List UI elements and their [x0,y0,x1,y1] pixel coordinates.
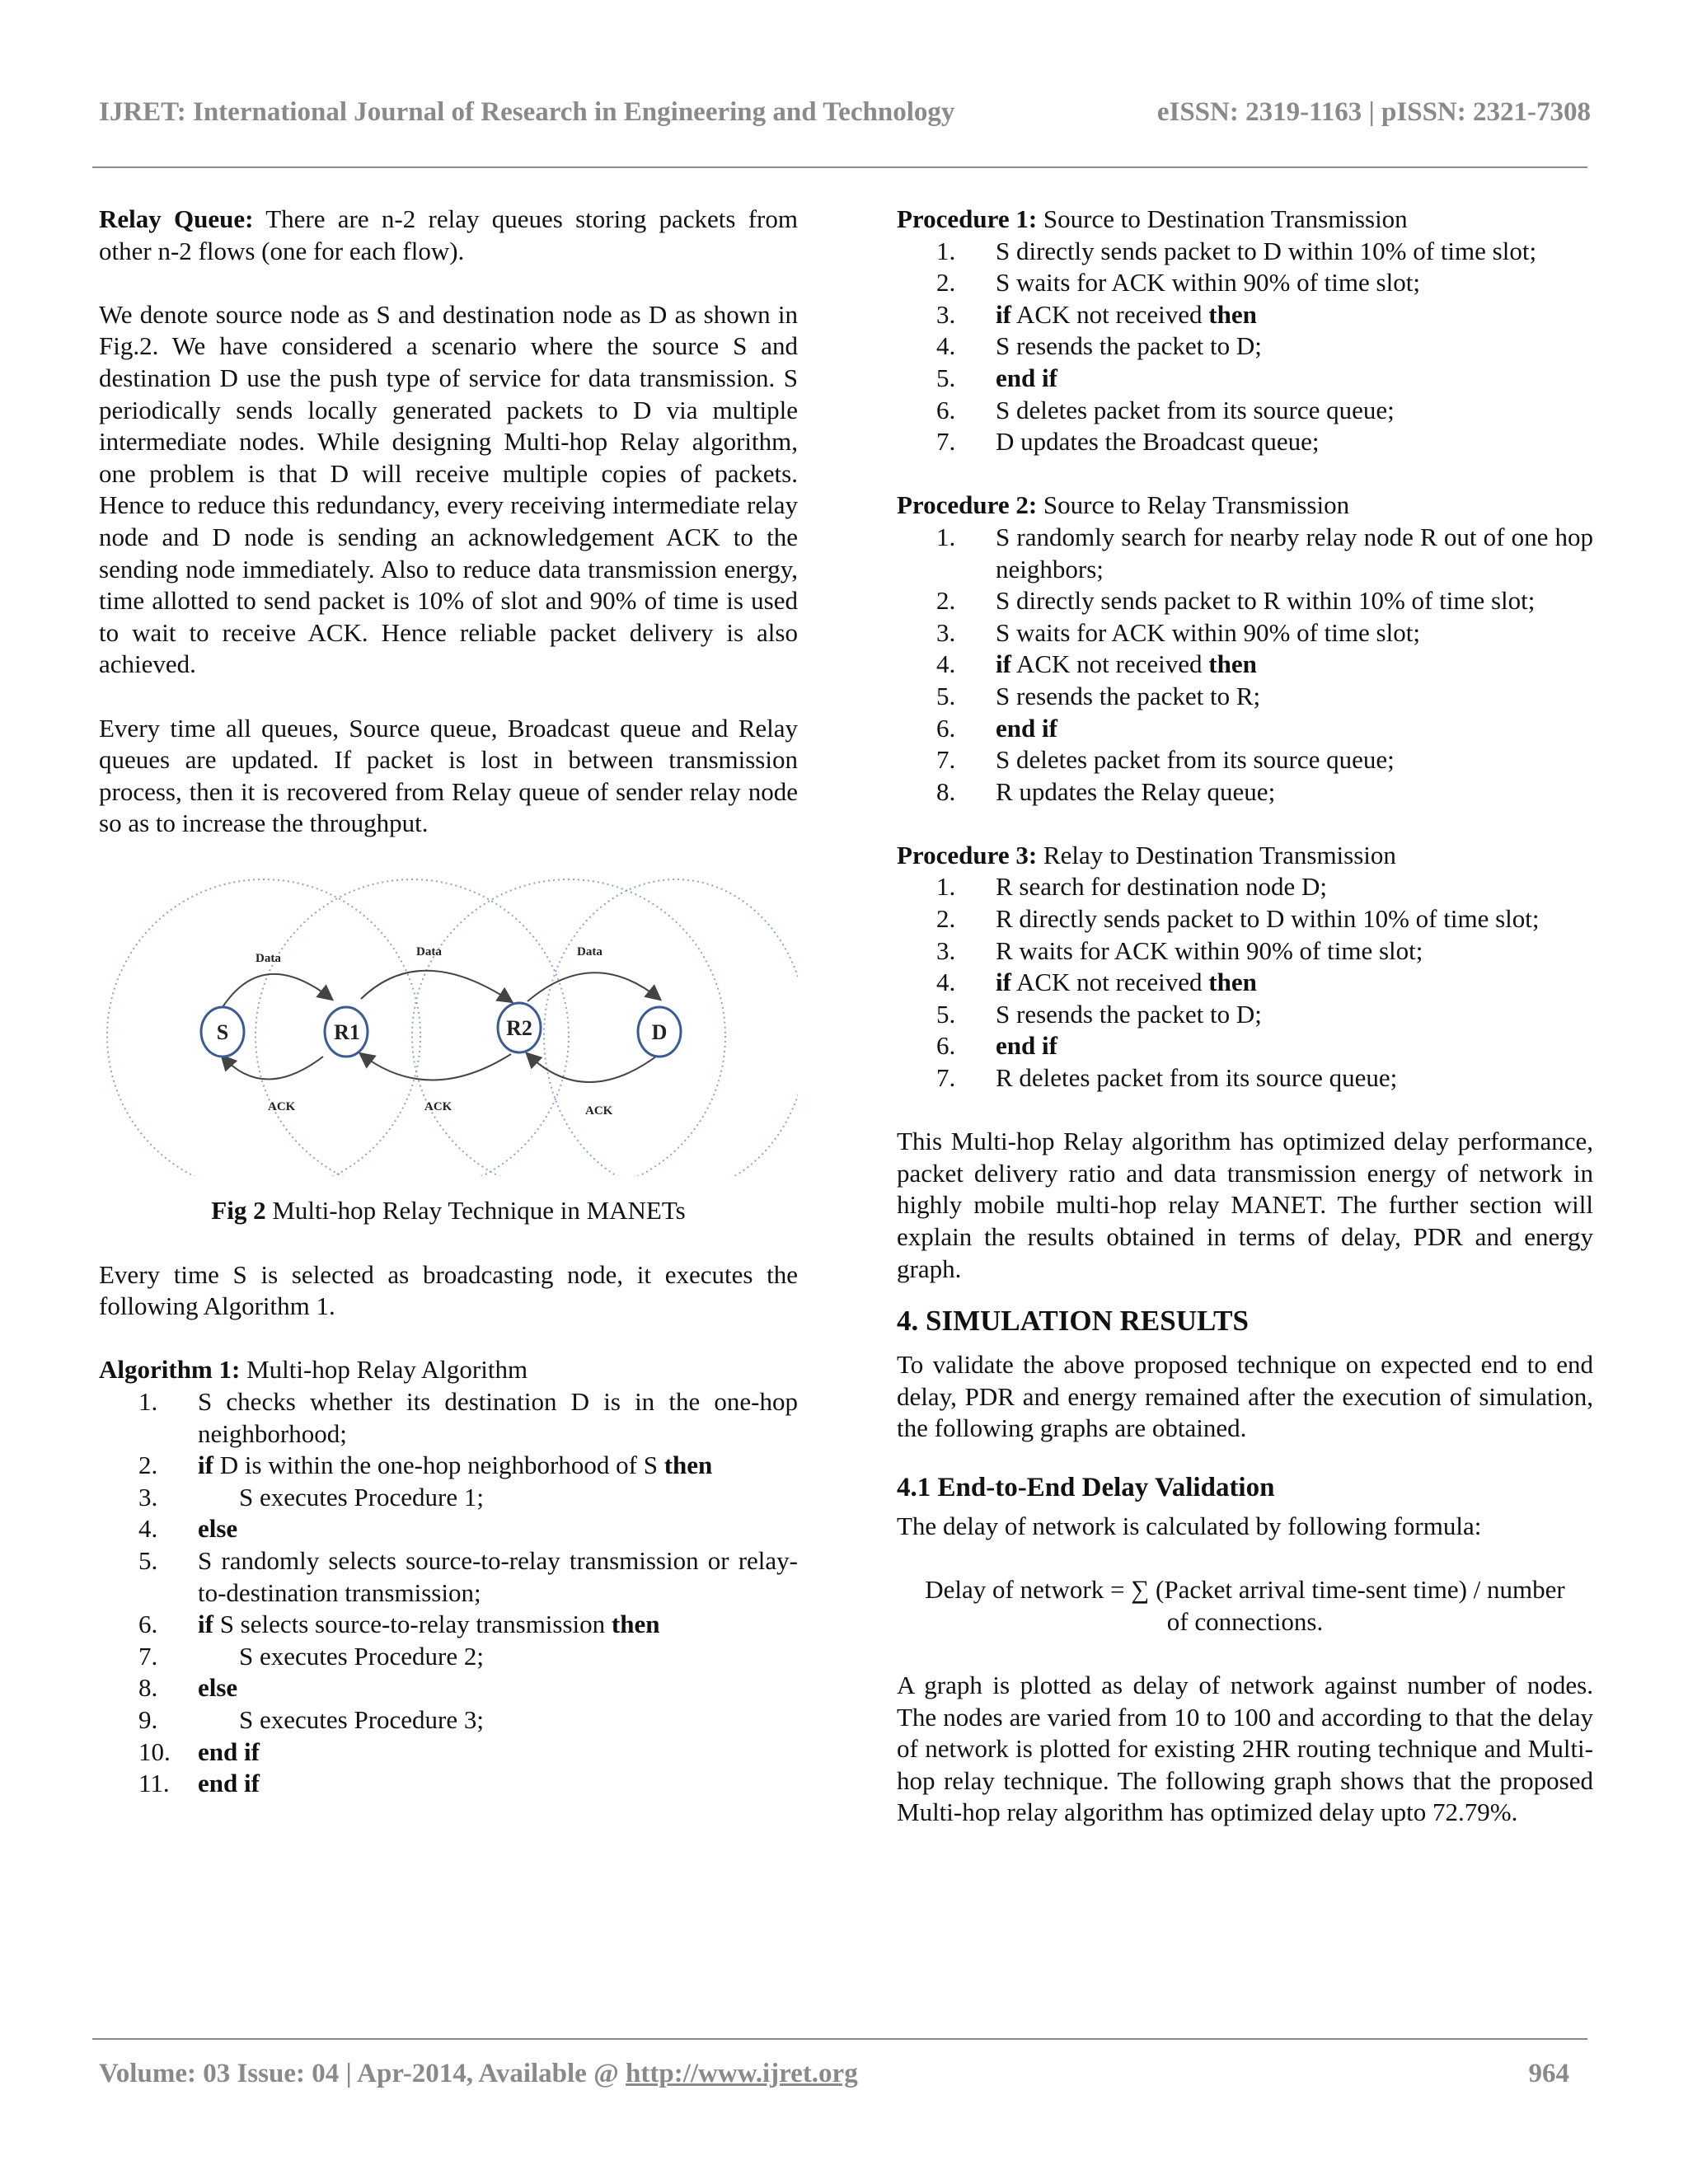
step-item [99,1482,798,1514]
node-label: S [216,1019,229,1044]
procedure-2-heading [897,490,1593,522]
node-label: D [651,1019,668,1044]
step-keyword: then [1208,299,1257,329]
step-number: 4. [138,1514,158,1544]
data-label: Data [577,944,603,958]
step-number: 1. [936,872,956,902]
subsection-title: 4.1 End-to-End Delay Validation [897,1472,1275,1502]
step-item [897,871,1593,903]
step-text: S randomly search for nearby relay node R out of one hop neighbors; [996,522,1593,583]
procedure-1-steps [897,236,1593,458]
step-number: 8. [138,1673,158,1703]
relay-queue-label: Relay Queue: [99,204,254,233]
data-label: Data [416,944,442,958]
paragraph-graph: A graph is plotted as delay of network against number of nodes. The nodes are varied from 10 to 100 and according to that the delay of network is plotted for existing 2HR routing technique and Multi-hop relay technique. The following graph shows that the proposed Multi-hop relay algorithm has optimized delay upto 72.79%. [897,1670,1593,1827]
step-keyword: end if [198,1769,260,1798]
footer-volume [99,2059,858,2089]
step-item [897,330,1593,363]
step-item [99,1386,798,1450]
step-keyword: if [198,1451,213,1480]
paragraph-validate: To validate the above proposed technique on expected end to end delay, PDR and energy remained after the execution of simulation, the following graphs are obtained. [897,1350,1593,1443]
step-number: 1. [138,1387,158,1417]
step-text: S deletes packet from its source queue; [996,395,1395,424]
step-item [99,1450,798,1482]
step-number: 2. [936,586,956,616]
step-number: 2. [936,268,956,298]
step-body [996,427,1320,456]
figure-caption [99,1195,798,1227]
step-body [996,777,1275,806]
step-number: 2. [936,904,956,934]
step-text: S waits for ACK within 90% of time slot; [996,617,1420,647]
data-arrow [528,972,659,1001]
step-number: 8. [936,776,956,806]
step-body [996,586,1535,615]
step-number: 6. [936,395,956,424]
ack-label: ACK [585,1104,613,1118]
step-text: R updates the Relay queue; [996,776,1276,806]
step-keyword: end if [198,1736,260,1766]
step-item [897,1030,1593,1062]
step-item [897,903,1593,935]
step-item [897,935,1593,968]
step-number: 7. [936,745,956,775]
ack-label: ACK [424,1099,452,1113]
formula-line-2: of connections. [1166,1606,1324,1636]
paragraph-denote: We denote source node as S and destination node as D as shown in Fig.2. We have considered a scenario where the source S and destination D use the push type of service for data transmission. S periodically sends locally generated packets to D via multiple intermediate nodes. While designing Multi-hop Relay algorithm, one problem is that D will receive multiple copies of packets. Hence to reduce this redundancy, every receiving intermediate relay node and D node is sending an acknowledgement ACK to the sending node immediately. Also to reduce data transmission energy, time allotted to send packet is 10% of slot and 90% of time is used to wait to receive ACK. Hence reliable packet delivery is also achieved. [99,299,798,679]
procedure-2-label: Procedure 2: [897,490,1038,520]
step-keyword: end if [996,363,1057,392]
step-number: 5. [936,363,956,392]
step-item [99,1672,798,1704]
step-body [198,1673,237,1702]
step-body [996,300,1257,329]
issn: eISSN: 2319-1163 | pISSN: 2321-7308 [1156,97,1591,127]
paragraph-formula-intro: The delay of network is calculated by following formula: [897,1511,1482,1540]
step-text: S resends the packet to R; [996,681,1261,710]
procedure-3-steps [897,871,1593,1094]
journal-title: IJRET: International Journal of Research in Engineering and Technology [99,97,955,127]
step-body [996,714,1057,743]
relay-queue-paragraph [99,204,798,267]
step-body [198,1769,260,1797]
step-keyword: if [198,1610,213,1639]
step-body [996,396,1395,424]
range-circle [107,879,420,1176]
procedure-3-label: Procedure 3: [897,840,1038,869]
step-keyword: if [996,299,1011,329]
data-label: Data [256,951,281,965]
step-text: S deletes packet from its source queue; [996,745,1395,775]
step-item [897,999,1593,1031]
left-column [99,204,798,1800]
step-body [198,1514,237,1543]
step-number: 1. [936,236,956,265]
relay-queue-text: There are n-2 relay queues storing packets from other n-2 flows (one for each flow). [99,204,798,265]
step-keyword: if [996,649,1011,679]
procedure-2-title: Source to Relay Transmission [1037,490,1350,520]
step-text: D updates the Broadcast queue; [996,427,1320,457]
step-keyword: then [611,1610,660,1639]
node-label: R1 [334,1019,360,1044]
step-keyword: if [996,968,1011,997]
step-item [897,299,1593,331]
step-body [198,1704,798,1736]
step-number: 6. [138,1610,158,1639]
ack-arrow [223,1057,323,1080]
step-item [897,585,1593,617]
step-item [897,967,1593,999]
step-text: S checks whether its destination D is in the one-hop neighborhood; [198,1387,798,1448]
step-item [897,236,1593,268]
step-body [996,237,1536,265]
step-text: ACK not received [1010,968,1209,997]
step-item [897,649,1593,681]
section-title: 4. SIMULATION RESULTS [897,1305,1249,1338]
step-body [996,682,1260,710]
step-item [897,744,1593,776]
step-body [996,904,1540,933]
step-text: R directly sends packet to D within 10% of time slot; [996,904,1540,934]
step-item [99,1768,798,1800]
step-body [198,1737,260,1766]
algorithm-steps [99,1386,798,1800]
procedure-2-steps [897,522,1593,808]
node-label: R2 [506,1015,532,1040]
step-item [897,617,1593,649]
step-item [897,713,1593,745]
step-number: 9. [138,1704,158,1734]
step-item [897,395,1593,427]
ack-label: ACK [268,1099,296,1113]
procedure-1-heading [897,204,1593,236]
step-number: 4. [936,968,956,997]
step-body [198,1546,798,1607]
algorithm-heading [99,1354,798,1386]
step-number: 3. [936,935,956,965]
footer-rule [92,2038,1587,2040]
step-keyword: end if [996,713,1057,743]
step-body [198,1610,659,1638]
step-number: 4. [936,649,956,679]
caption-text: Multi-hop Relay Technique in MANETs [265,1196,686,1226]
step-text: R deletes packet from its source queue; [996,1063,1398,1093]
step-item [99,1736,798,1769]
algorithm-title: Multi-hop Relay Algorithm [240,1355,528,1385]
step-number: 7. [138,1641,158,1671]
step-keyword: then [663,1451,713,1480]
step-body [996,936,1423,965]
step-text: S resends the packet to D; [996,331,1262,361]
header-rule [92,166,1587,168]
step-item [99,1704,798,1736]
step-body [198,1482,798,1514]
step-text: S selects source-to-relay transmission [213,1610,612,1639]
step-number: 2. [138,1451,158,1480]
step-body [198,1387,798,1448]
step-text: D is within the one-hop neighborhood of S [213,1451,664,1480]
step-item [99,1545,798,1609]
right-column [897,204,1593,1829]
procedure-1-label: Procedure 1: [897,204,1038,233]
step-number: 1. [936,522,956,551]
step-keyword: then [1208,968,1257,997]
step-number: 5. [936,999,956,1029]
paragraph-queues: Every time all queues, Source queue, Broadcast queue and Relay queues are updated. If packet is lost in between transmission process, then it is recovered from Relay queue of sender relay node so as to increase the throughput. [99,713,798,838]
step-body [996,331,1262,360]
step-text: R search for destination node D; [996,872,1328,902]
step-body [996,618,1420,647]
step-body [996,649,1257,678]
step-text: S randomly selects source-to-relay transmission or relay-to-destination transmission; [198,1546,798,1607]
step-body [996,523,1593,583]
step-number: 3. [936,299,956,329]
algorithm-label: Algorithm 1: [99,1355,241,1385]
ack-arrow [361,1054,511,1080]
footer-volume-text: Volume: 03 Issue: 04 | Apr-2014, Available @ [99,2059,626,2088]
step-body [996,1000,1262,1029]
step-keyword: else [198,1673,238,1703]
step-text: R waits for ACK within 90% of time slot; [996,935,1423,965]
step-text: ACK not received [1010,649,1209,679]
step-keyword: then [1208,649,1257,679]
step-item [99,1609,798,1641]
step-number: 7. [936,427,956,457]
step-body [996,872,1327,901]
step-text: S executes Procedure 2; [239,1641,484,1671]
step-body [996,1031,1057,1060]
step-body [996,968,1257,996]
step-keyword: else [198,1514,238,1544]
step-number: 10. [138,1736,171,1766]
data-arrow [361,971,511,1001]
step-number: 7. [936,1063,956,1093]
step-item [99,1513,798,1545]
step-item [897,681,1593,713]
formula-line-1: Delay of network = ∑ (Packet arrival time-sent time) / number [925,1575,1565,1605]
step-body [198,1641,798,1673]
step-text: S directly sends packet to R within 10% of time slot; [996,586,1536,616]
step-number: 5. [936,681,956,710]
page-number: 964 [1528,2059,1569,2088]
procedure-3-heading [897,840,1593,872]
caption-label: Fig 2 [211,1196,266,1226]
step-body [198,1451,712,1479]
step-body [996,745,1395,774]
step-item [99,1641,798,1673]
step-text: S executes Procedure 1; [239,1482,484,1511]
step-number: 6. [936,713,956,743]
step-text: S directly sends packet to D within 10% of time slot; [996,236,1537,265]
step-text: ACK not received [1010,299,1209,329]
step-text: S waits for ACK within 90% of time slot; [996,268,1420,298]
procedure-1-title: Source to Destination Transmission [1037,204,1408,233]
step-body [996,268,1420,297]
step-body [996,1063,1397,1092]
step-text: S resends the packet to D; [996,999,1262,1029]
step-text: S executes Procedure 3; [239,1704,484,1734]
procedure-3-title: Relay to Destination Transmission [1037,840,1396,869]
step-number: 6. [936,1031,956,1061]
paragraph-optimized: This Multi-hop Relay algorithm has optimized delay performance, packet delivery ratio and data transmission energy of network in highly mobile multi-hop relay MANET. The further section will explain the results obtained in terms of delay, PDR and energy graph. [897,1127,1593,1283]
step-item [897,1062,1593,1094]
step-number: 3. [138,1482,158,1511]
step-item [897,267,1593,299]
data-arrow [223,974,331,1007]
footer-url-link[interactable]: http://www.ijret.org [626,2059,858,2088]
step-item [897,363,1593,395]
step-number: 4. [936,331,956,361]
step-item [897,426,1593,458]
step-number: 11. [138,1769,170,1798]
step-keyword: end if [996,1031,1057,1061]
relay-figure [99,863,798,1176]
step-item [897,776,1593,808]
step-body [996,363,1057,392]
step-number: 3. [936,617,956,647]
paragraph-broadcasting: Every time S is selected as broadcasting node, it executes the following Algorithm 1. [99,1259,798,1321]
step-number: 5. [138,1546,158,1575]
step-item [897,522,1593,585]
